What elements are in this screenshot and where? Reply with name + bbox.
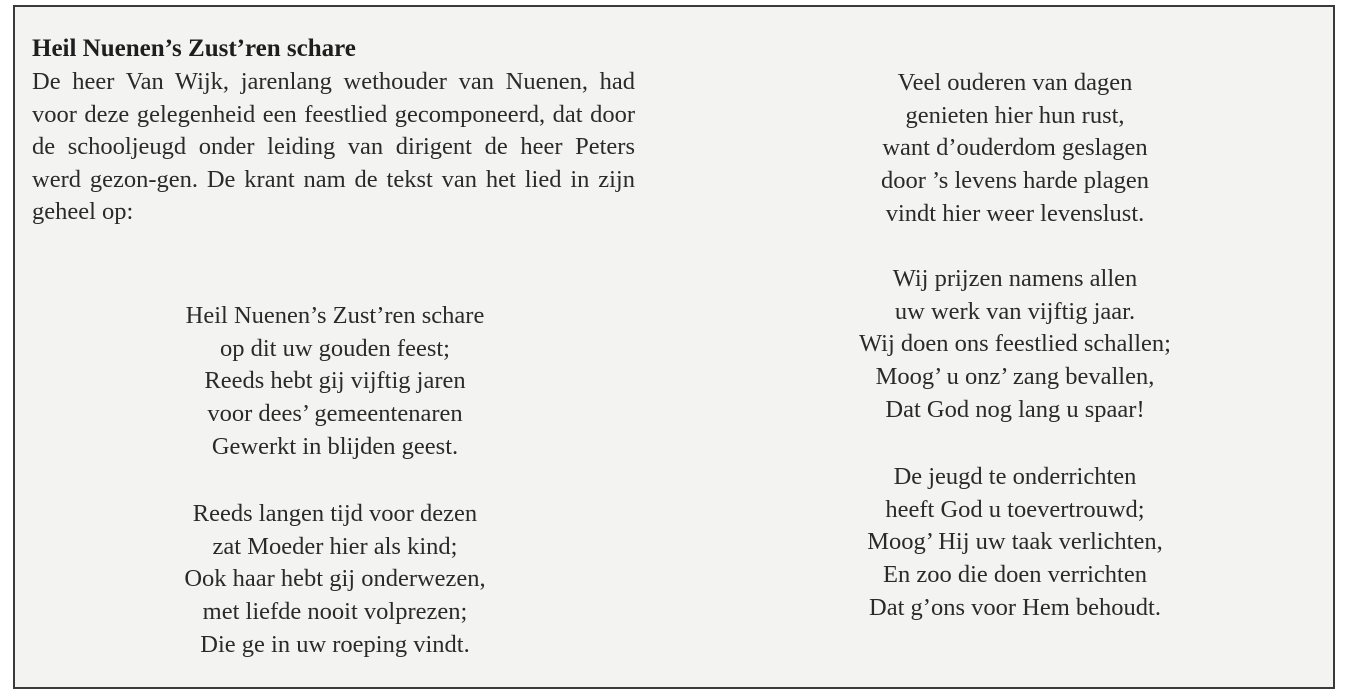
poem-line: Reeds hebt gij vijftig jaren [204, 367, 466, 395]
poem-line: zat Moeder hier als kind; [212, 532, 458, 560]
poem-line: want d’ouderdom geslagen [882, 134, 1148, 162]
poem-line: Dat God nog lang u spaar! [885, 395, 1145, 423]
poem-line: Wij prijzen namens allen [892, 265, 1138, 292]
poem-line: genieten hier hun rust, [905, 101, 1125, 129]
poem-line: Heil Nuenen’s Zust’ren schare [185, 302, 485, 329]
poem-stanza-4 [815, 263, 1215, 427]
poem-line: Reeds langen tijd voor dezen [192, 500, 478, 527]
poem-line: Moog’ u onz’ zang bevallen, [875, 363, 1155, 391]
poem-line: met liefde nooit volprezen; [202, 598, 468, 626]
poem-line: Gewerkt in blijden geest. [211, 432, 459, 460]
poem-line: Veel ouderen van dagen [897, 69, 1133, 96]
poem-line: Moog’ Hij uw taak verlichten, [867, 528, 1163, 556]
intro-paragraph: De heer Van Wijk, jarenlang wethouder van Nuenen, had voor deze gelegenheid een feestlied gecomponeerd, dat door de schooljeugd onder leiding van dirigent de heer Peters werd gezon-gen. De krant nam de tekst van het lied in zijn geheel op: [32, 68, 635, 225]
poem-stanza-2 [135, 498, 535, 662]
document-frame [13, 5, 1335, 689]
poem-line: uw werk van vijftig jaar. [894, 297, 1136, 325]
poem-stanza-1 [135, 300, 535, 464]
poem-line: heeft God u toevertrouwd; [885, 495, 1145, 523]
page-title: Heil Nuenen’s Zust’ren schare [32, 35, 356, 62]
poem-line: vindt hier weer levenslust. [885, 199, 1145, 227]
poem-stanza-3 [815, 67, 1215, 231]
poem-line: door ’s levens harde plagen [880, 167, 1150, 195]
poem-line: Dat g’ons voor Hem behoudt. [869, 593, 1161, 621]
poem-line: voor dees’ gemeentenaren [207, 400, 463, 428]
poem-stanza-5 [815, 461, 1215, 625]
poem-line: Ook haar hebt gij onderwezen, [184, 565, 486, 593]
poem-line: En zoo die doen verrichten [883, 561, 1147, 589]
poem-line: De jeugd te onderrichten [893, 463, 1137, 490]
poem-line: Wij doen ons feestlied schallen; [859, 330, 1171, 358]
poem-line: op dit uw gouden feest; [220, 334, 450, 362]
poem-line: Die ge in uw roeping vindt. [200, 630, 470, 658]
